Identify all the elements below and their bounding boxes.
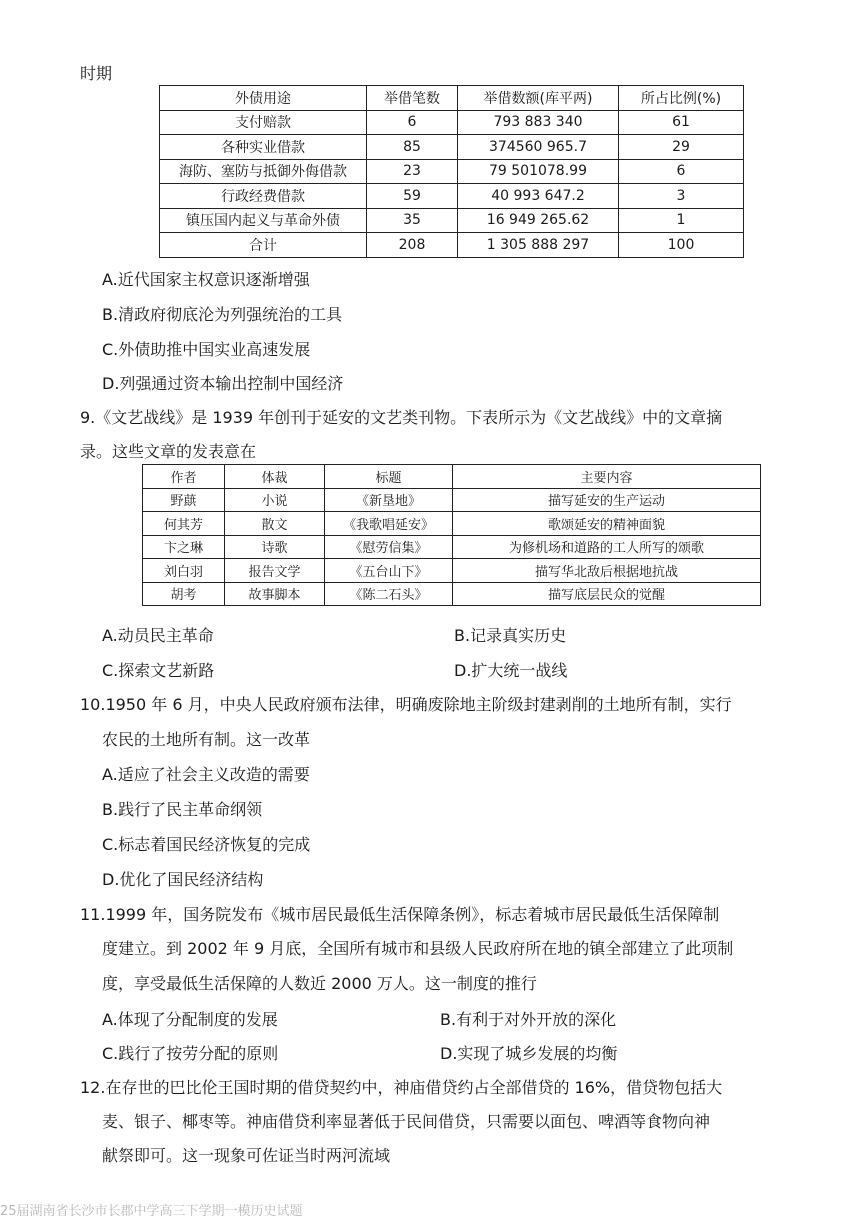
q9-table [142, 464, 761, 606]
table-row [160, 184, 744, 209]
table-cell: 6 [367, 110, 458, 135]
table-row [143, 488, 761, 512]
table-cell: 海防、塞防与抵御外侮借款 [160, 159, 367, 184]
table-cell: 支付赔款 [160, 110, 367, 135]
table-cell: 《五台山下》 [325, 559, 453, 583]
q9-option-d: D.扩大统一战线 [454, 661, 568, 680]
table-cell: 29 [619, 135, 744, 160]
table-cell: 各种实业借款 [160, 135, 367, 160]
table-cell: 35 [367, 208, 458, 233]
table-row [160, 159, 744, 184]
table-cell: 1 [619, 208, 744, 233]
q11-stem-line3: 度，享受最低生活保障的人数近 2000 万人。这一制度的推行 [102, 974, 537, 993]
q11-option-d: D.实现了城乡发展的均衡 [440, 1044, 618, 1063]
q8-option-c: C.外债助推中国实业高速发展 [102, 340, 311, 359]
q9-option-a: A.动员民主革命 [102, 626, 214, 645]
q9-stem-line1: 9.《文艺战线》是 1939 年创刊于延安的文艺类刊物。下表所示为《文艺战线》中的文章摘 [80, 408, 723, 427]
table-cell: 61 [619, 110, 744, 135]
q8-option-d: D.列强通过资本输出控制中国经济 [102, 374, 344, 393]
q11-stem-line2: 度建立。到 2002 年 9 月底，全国所有城市和县级人民政府所在地的镇全部建立了此项制 [102, 939, 734, 958]
q10-option-a: A.适应了社会主义改造的需要 [102, 765, 310, 784]
table-cell: 374560 965.7 [458, 135, 619, 160]
table-cell: 208 [367, 233, 458, 258]
table-cell: 野蕻 [143, 488, 225, 512]
table-cell: 歌颂延安的精神面貌 [453, 512, 761, 536]
table-header: 所占比例(%) [619, 86, 744, 111]
table-cell: 诗歌 [225, 535, 325, 559]
table-row [160, 135, 744, 160]
table-cell: 描写华北敌后根据地抗战 [453, 559, 761, 583]
q11-stem-line1: 11.1999 年，国务院发布《城市居民最低生活保障条例》，标志着城市居民最低生活保障制 [80, 905, 720, 924]
table-row [160, 110, 744, 135]
table-cell: 报告文学 [225, 559, 325, 583]
q8-option-a: A.近代国家主权意识逐渐增强 [102, 270, 310, 289]
q10-option-d: D.优化了国民经济结构 [102, 870, 264, 889]
table-cell: 卞之琳 [143, 535, 225, 559]
q10-stem-line2: 农民的土地所有制。这一改革 [102, 730, 311, 749]
table-cell: 16 949 265.62 [458, 208, 619, 233]
table-cell: 100 [619, 233, 744, 258]
table-row [143, 582, 761, 606]
table-cell: 为修机场和道路的工人所写的颂歌 [453, 535, 761, 559]
table-cell: 《我歌唱延安》 [325, 512, 453, 536]
q11-option-a: A.体现了分配制度的发展 [102, 1010, 278, 1029]
q9-option-c: C.探索文艺新路 [102, 661, 215, 680]
q12-stem-line1: 12.在存世的巴比伦王国时期的借贷契约中，神庙借贷约占全部借贷的 16%，借贷物包括大 [80, 1078, 723, 1097]
table-cell: 6 [619, 159, 744, 184]
table-header: 主要内容 [453, 465, 761, 489]
q9-option-b: B.记录真实历史 [454, 626, 567, 645]
q12-stem-line2: 麦、银子、椰枣等。神庙借贷利率显著低于民间借贷，只需要以面包、啤酒等食物向神 [102, 1112, 711, 1131]
table-cell: 胡考 [143, 582, 225, 606]
table-cell: 85 [367, 135, 458, 160]
table-row [160, 208, 744, 233]
q12-stem-line3: 献祭即可。这一现象可佐证当时两河流域 [102, 1146, 391, 1165]
table-row [160, 233, 744, 258]
table-cell: 《慰劳信集》 [325, 535, 453, 559]
table-header: 外债用途 [160, 86, 367, 111]
q11-option-c: C.践行了按劳分配的原则 [102, 1044, 279, 1063]
table-cell: 40 993 647.2 [458, 184, 619, 209]
table-header: 作者 [143, 465, 225, 489]
q8-option-b: B.清政府彻底沦为列强统治的工具 [102, 305, 343, 324]
table-cell: 23 [367, 159, 458, 184]
table-cell: 散文 [225, 512, 325, 536]
table-cell: 镇压国内起义与革命外债 [160, 208, 367, 233]
q9-stem-line2: 录。这些文章的发表意在 [80, 442, 257, 461]
table-header: 举借数额(库平两) [458, 86, 619, 111]
table-cell: 何其芳 [143, 512, 225, 536]
table-cell: 3 [619, 184, 744, 209]
table-cell: 刘白羽 [143, 559, 225, 583]
q10-stem-line1: 10.1950 年 6 月，中央人民政府颁布法律，明确废除地主阶级封建剥削的土地所有制，实行 [80, 695, 732, 714]
q11-option-b: B.有利于对外开放的深化 [440, 1010, 617, 1029]
table-header: 举借笔数 [367, 86, 458, 111]
q8-table [159, 85, 744, 258]
table-row [143, 559, 761, 583]
table-header: 体裁 [225, 465, 325, 489]
table-cell: 合计 [160, 233, 367, 258]
table-cell: 79 501078.99 [458, 159, 619, 184]
q10-option-b: B.践行了民主革命纲领 [102, 800, 263, 819]
table-cell: 故事脚本 [225, 582, 325, 606]
table-header-row [160, 86, 744, 111]
table-cell: 描写延安的生产运动 [453, 488, 761, 512]
q10-option-c: C.标志着国民经济恢复的完成 [102, 835, 311, 854]
table-cell: 《陈二石头》 [325, 582, 453, 606]
intro-tail: 时期 [80, 64, 113, 83]
table-cell: 描写底层民众的觉醒 [453, 582, 761, 606]
table-header: 标题 [325, 465, 453, 489]
table-cell: 59 [367, 184, 458, 209]
table-cell: 行政经费借款 [160, 184, 367, 209]
table-cell: 793 883 340 [458, 110, 619, 135]
table-row [143, 512, 761, 536]
table-header-row [143, 465, 761, 489]
page-footer: 25届湖南省长沙市长郡中学高三下学期一模历史试题 [0, 1204, 303, 1219]
table-cell: 1 305 888 297 [458, 233, 619, 258]
table-cell: 小说 [225, 488, 325, 512]
table-row [143, 535, 761, 559]
table-cell: 《新垦地》 [325, 488, 453, 512]
